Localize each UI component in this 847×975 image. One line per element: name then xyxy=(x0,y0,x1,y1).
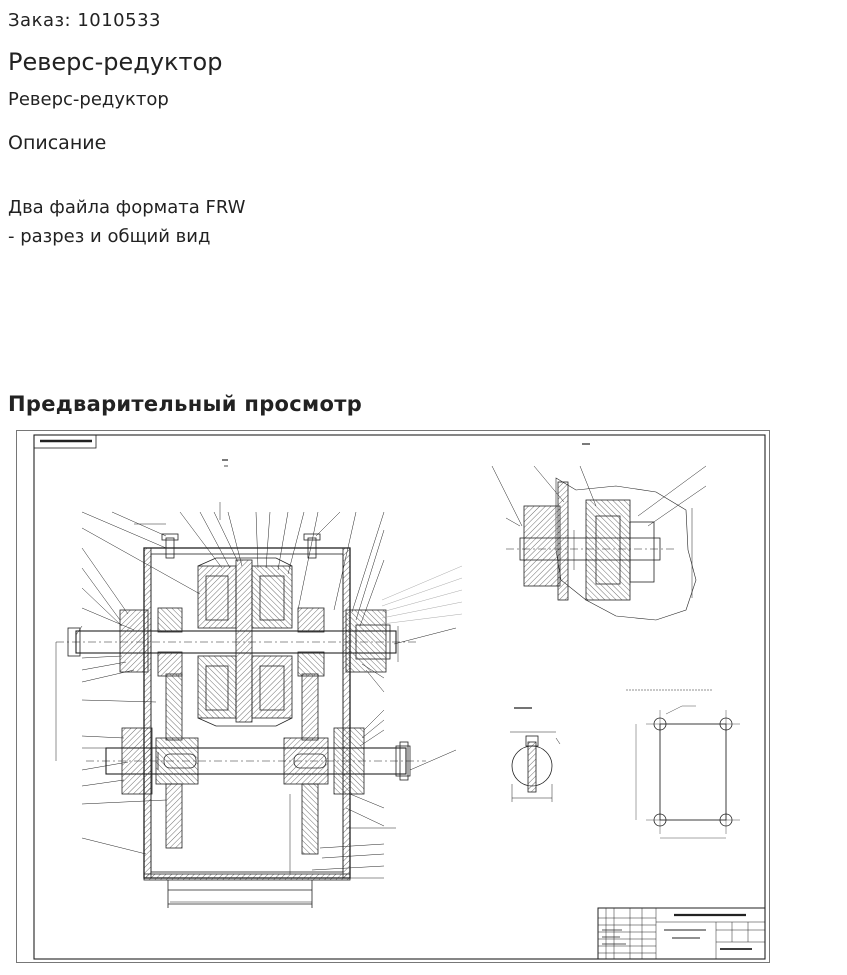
description-line-1: Два файла формата FRW xyxy=(8,197,246,218)
page-title: Реверс-редуктор xyxy=(8,48,223,76)
preview-image[interactable] xyxy=(16,430,770,963)
description-text xyxy=(8,193,245,251)
description-line-2: - разрез и общий вид xyxy=(8,226,211,247)
product-subtitle: Реверс-редуктор xyxy=(8,89,169,110)
preview-heading: Предварительный просмотр xyxy=(8,392,363,416)
technical-drawing-image xyxy=(16,430,770,963)
description-heading: Описание xyxy=(8,132,107,154)
order-number: Заказ: 1010533 xyxy=(8,10,161,31)
